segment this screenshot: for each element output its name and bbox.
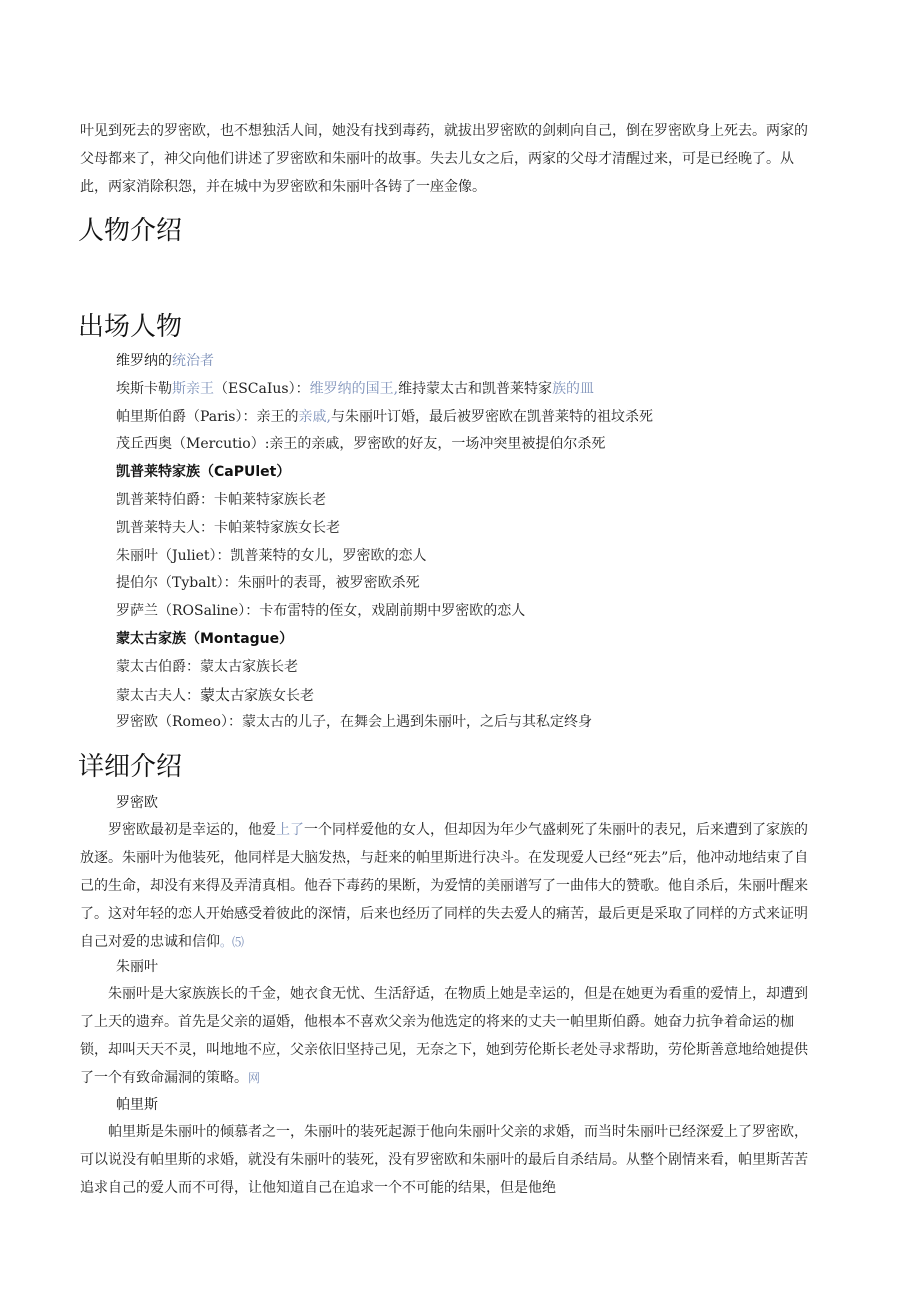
list-item-montague-lord: 蒙太古伯爵：蒙太古家族长老 bbox=[116, 658, 298, 675]
fell-in-link[interactable]: 上了 bbox=[276, 822, 304, 838]
list-item-tybalt: 提伯尔（Tybalt）：朱丽叶的表哥，被罗密欧杀死 bbox=[116, 575, 420, 592]
paris-text-a: 帕里斯伯爵（Paris）：亲王的 bbox=[116, 408, 299, 425]
verona-link[interactable]: 维罗纳 bbox=[309, 380, 352, 397]
heading-detail: 详细介绍 bbox=[78, 752, 183, 782]
list-item-mercutio: 茂丘西奥（Mercutio）:亲王的亲戚，罗密欧的好友，一场冲突里被提伯尔杀死 bbox=[116, 436, 606, 453]
intro-paragraph: 叶见到死去的罗密欧，也不想独活人间，她没有找到毒药，就拔出罗密欧的剑刺向自己，倒在罗密欧身上死去。两家的父母都来了，神父向他们讲述了罗密欧和朱丽叶的故事。失去儿女之后，两家的父母才清醒过来，可是已经晚了。从此，两家消除积怨，并在城中为罗密欧和朱丽叶各铸了一座金像。 bbox=[80, 123, 808, 195]
romeo-text-a: 罗密欧最初是幸运的，他爱 bbox=[108, 822, 276, 838]
romeo-paragraph bbox=[80, 816, 810, 956]
paris-paragraph: 帕里斯是朱丽叶的倾慕者之一，朱丽叶的装死起源于他向朱丽叶父亲的求婚，而当时朱丽叶已经深爱上了罗密欧，可以说没有帕里斯的求婚，就没有朱丽叶的装死，没有罗密欧和朱丽叶的最后自杀结局。从整个剧情来看，帕里斯苦苦追求自己的爱人而不可得，让他知道自己在追求一个不可能的结果，但是他绝 bbox=[80, 1124, 808, 1196]
juliet-text: 朱丽叶是大家族族长的千金，她衣食无忧、生活舒适，在物质上她是幸运的，但是在她更为看重的爱情上，却遭到了上天的遗弃。首先是父亲的逼婚，他根本不喜欢父亲为他选定的将来的丈夫一帕里斯伯爵。她奋力抗争着命运的枷锁，却叫天天不灵，叫地地不应，父亲依旧坚持己见，无奈之下，她到劳伦斯长老处寻求帮助，劳伦斯善意地给她提供了一个有致命漏洞的策略。 bbox=[80, 986, 808, 1086]
list-item-paris bbox=[116, 404, 816, 432]
list-item-rosaline: 罗萨兰（ROSaline）：卡布雷特的侄女，戏剧前期中罗密欧的恋人 bbox=[116, 603, 526, 620]
list-item-romeo: 罗密欧（Romeo）：蒙太古的儿子，在舞会上遇到朱丽叶，之后与其私定终身 bbox=[116, 714, 592, 731]
paris-text-b: 与朱丽叶订婚，最后被罗密欧在凯普莱特的祖坟杀死 bbox=[330, 408, 653, 425]
section-title-romeo: 罗密欧 bbox=[116, 795, 158, 811]
capulet-family-heading: 凯普莱特家族（CaPUlet） bbox=[116, 464, 291, 481]
list-item-montague-lady bbox=[116, 682, 816, 710]
montague-family-heading: 蒙太古家族（Montague） bbox=[116, 630, 294, 647]
verona-label: 维罗纳的 bbox=[116, 353, 172, 369]
reference-5[interactable]: 。⑸ bbox=[220, 935, 245, 949]
list-item-capulet-lord: 凯普莱特伯爵：卡帕莱特家族长老 bbox=[116, 491, 326, 508]
list-item-capulet-lady: 凯普莱特夫人：卡帕莱特家族女长老 bbox=[116, 519, 340, 536]
ruler-link[interactable]: 统治者 bbox=[172, 353, 214, 369]
escalus-text-c: 维持蒙太古和凯普莱特家 bbox=[398, 380, 553, 397]
heading-people-intro: 人物介绍 bbox=[78, 216, 183, 246]
cast-list bbox=[116, 348, 816, 737]
list-item-juliet: 朱丽叶（Juliet）：凯普莱特的女儿，罗密欧的恋人 bbox=[116, 547, 427, 564]
juliet-paragraph bbox=[80, 980, 810, 1092]
montague-lady-text-a: 蒙太古夫人： bbox=[116, 687, 200, 704]
list-item-capulet-heading bbox=[116, 459, 816, 487]
montague-lady-text-c: 古家族女长老 bbox=[230, 687, 315, 704]
escalus-text-a: 埃斯卡勒 bbox=[116, 380, 172, 397]
list-item-verona bbox=[116, 348, 816, 376]
king-link[interactable]: 的国王, bbox=[351, 380, 399, 397]
romeo-text-b: 一个同样爱他的女人，但却因为年少气盛刺死了朱丽叶的表兄，后来遭到了家族的放逐。朱丽叶为他装死，他同样是大脑发热，与赶来的帕里斯进行决斗。在发现爱人已经“死去”后，他冲动地结束了自己的生命，却没有来得及弄清真相。他吞下毒药的果断，为爱情的美丽谱写了一曲伟大的赞歌。他自杀后，朱丽叶醒来了。这对年轻的恋人开始感受着彼此的深情，后来也经历了同样的失去爱人的痛苦，最后更是采取了同样的方式来证明自己对爱的忠诚和信仰 bbox=[80, 822, 809, 950]
section-title-juliet: 朱丽叶 bbox=[116, 959, 158, 975]
heading-cast: 出场人物 bbox=[78, 312, 183, 342]
clan-link[interactable]: 族的皿 bbox=[552, 380, 595, 397]
reference-web[interactable]: 网 bbox=[248, 1071, 261, 1085]
relative-link[interactable]: 亲戚, bbox=[298, 408, 331, 425]
section-title-paris: 帕里斯 bbox=[116, 1097, 158, 1113]
montague-lady-text-b: 蒙太 bbox=[200, 685, 231, 704]
list-item-montague-heading bbox=[116, 626, 816, 654]
prince-link[interactable]: 斯亲王 bbox=[172, 380, 214, 397]
list-item-escalus bbox=[116, 376, 816, 404]
escalus-text-b: （ESCaIus）： bbox=[214, 380, 310, 397]
